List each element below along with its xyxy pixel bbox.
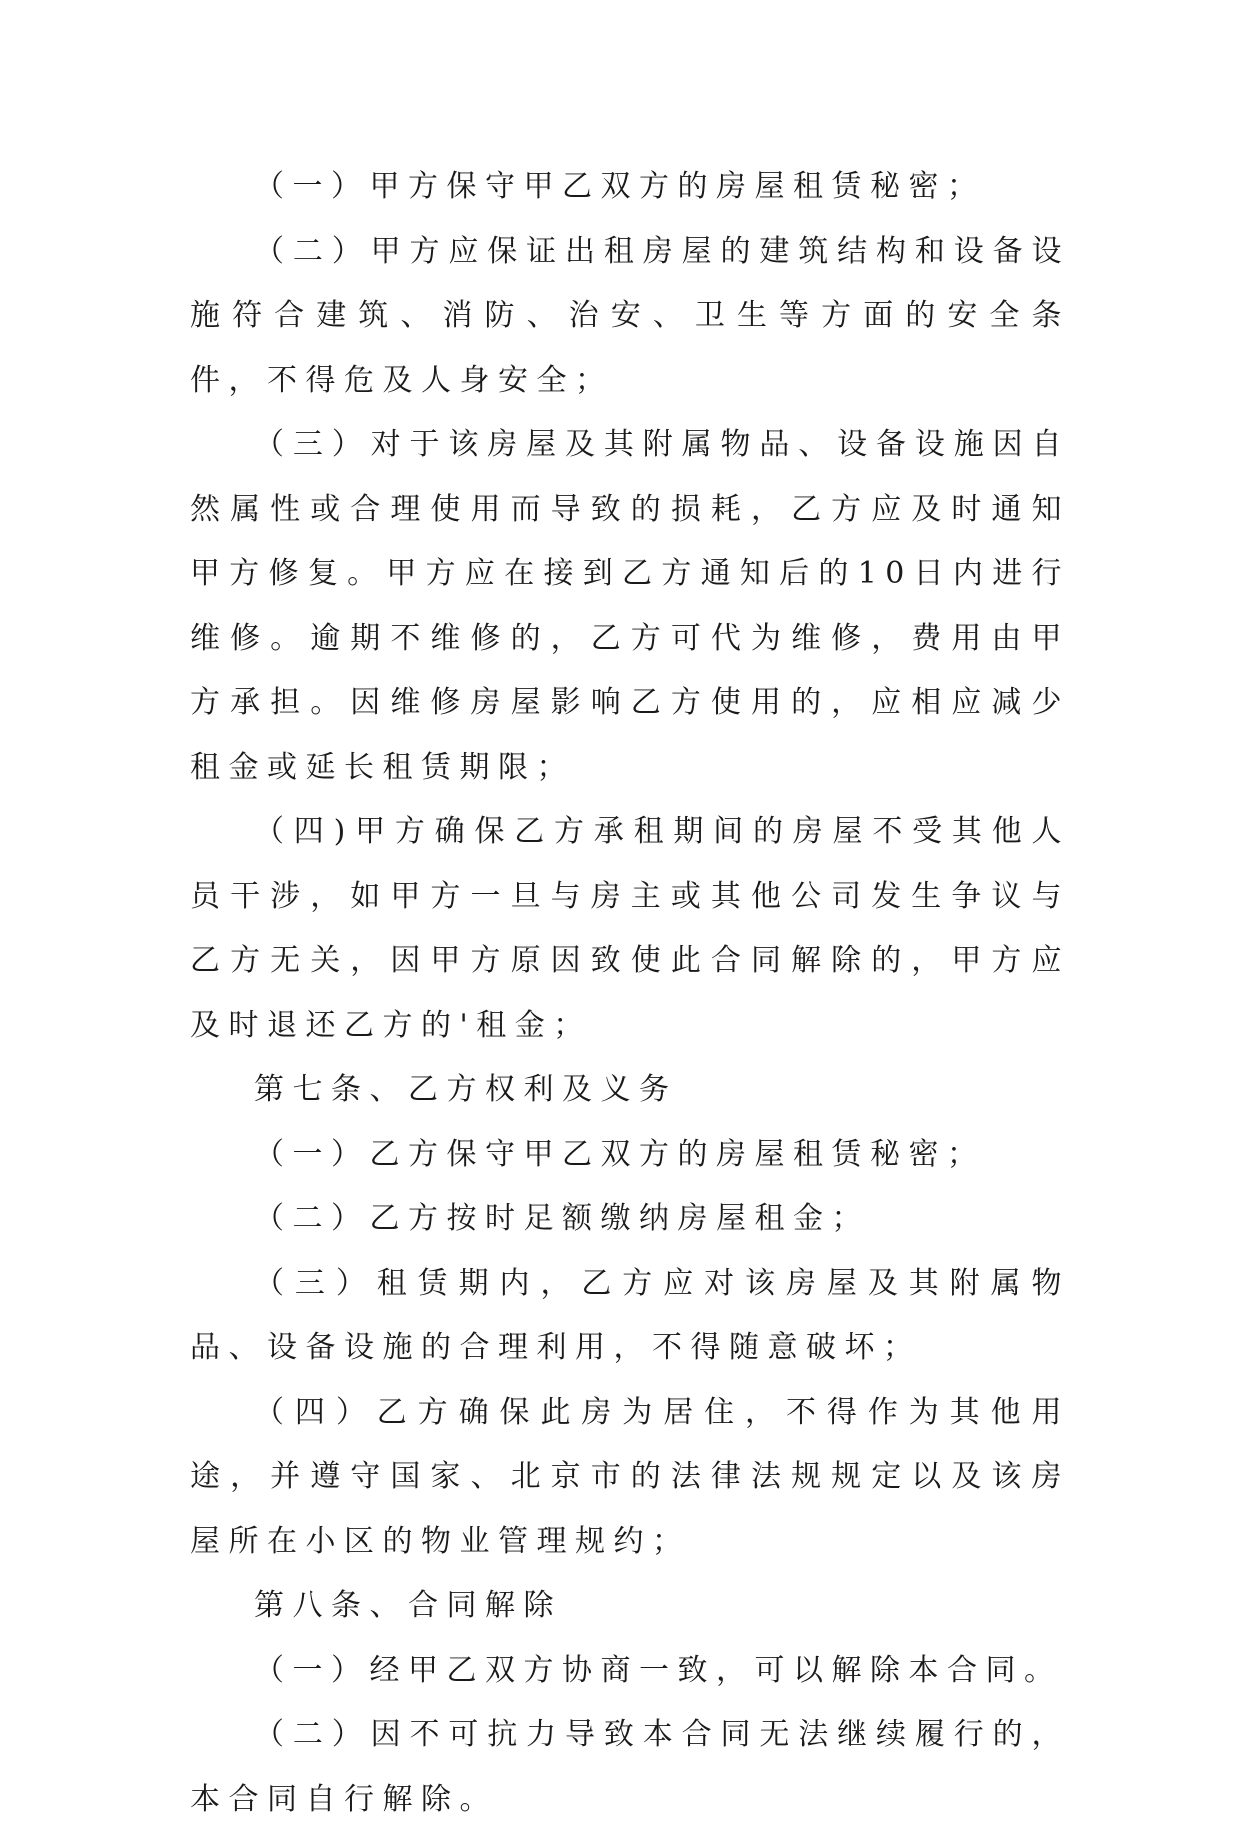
clause-7-item-4: （四）乙方确保此房为居住，不得作为其他用途，并遵守国家、北京市的法律法规规定以及该房屋所在小区的物业管理规约； — [190, 1394, 1070, 1559]
clause-6-item-4: （四)甲方确保乙方承租期间的房屋不受其他人员干涉，如甲方一旦与房主或其他公司发生争议与乙方无关，因甲方原因致使此合同解除的，甲方应及时退还乙方的'租金； — [190, 814, 1070, 1043]
clause-7-item-3: （三）租赁期内，乙方应对该房屋及其附属物品、设备设施的合理利用，不得随意破坏； — [190, 1265, 1070, 1365]
document-body — [190, 155, 1070, 1832]
clause-8-heading: 第八条、合同解除 — [254, 1588, 562, 1623]
clause-6-item-1: （一）甲方保守甲乙双方的房屋租赁秘密； — [254, 169, 986, 204]
clause-7-item-1: （一）乙方保守甲乙双方的房屋租赁秘密； — [254, 1136, 986, 1172]
clause-6-item-2: （二）甲方应保证出租房屋的建筑结构和设备设施符合建筑、消防、治安、卫生等方面的安全条件，不得危及人身安全； — [190, 233, 1070, 398]
clause-7-heading: 第七条、乙方权利及义务 — [254, 1072, 678, 1107]
clause-6-item-3: （三）对于该房屋及其附属物品、设备设施因自然属性或合理使用而导致的损耗，乙方应及时通知甲方修复。甲方应在接到乙方通知后的10日内进行维修。逾期不维修的，乙方可代为维修，费用由甲方承担。因维修房屋影响乙方使用的，应相应减少租金或延长租赁期限； — [190, 427, 1070, 785]
clause-8-item-1: （一）经甲乙双方协商一致，可以解除本合同。 — [254, 1652, 1063, 1688]
clause-7-item-2: （二）乙方按时足额缴纳房屋租金； — [254, 1201, 870, 1236]
clause-8-item-2: （二）因不可抗力导致本合同无法继续履行的，本合同自行解除。 — [190, 1717, 1070, 1817]
